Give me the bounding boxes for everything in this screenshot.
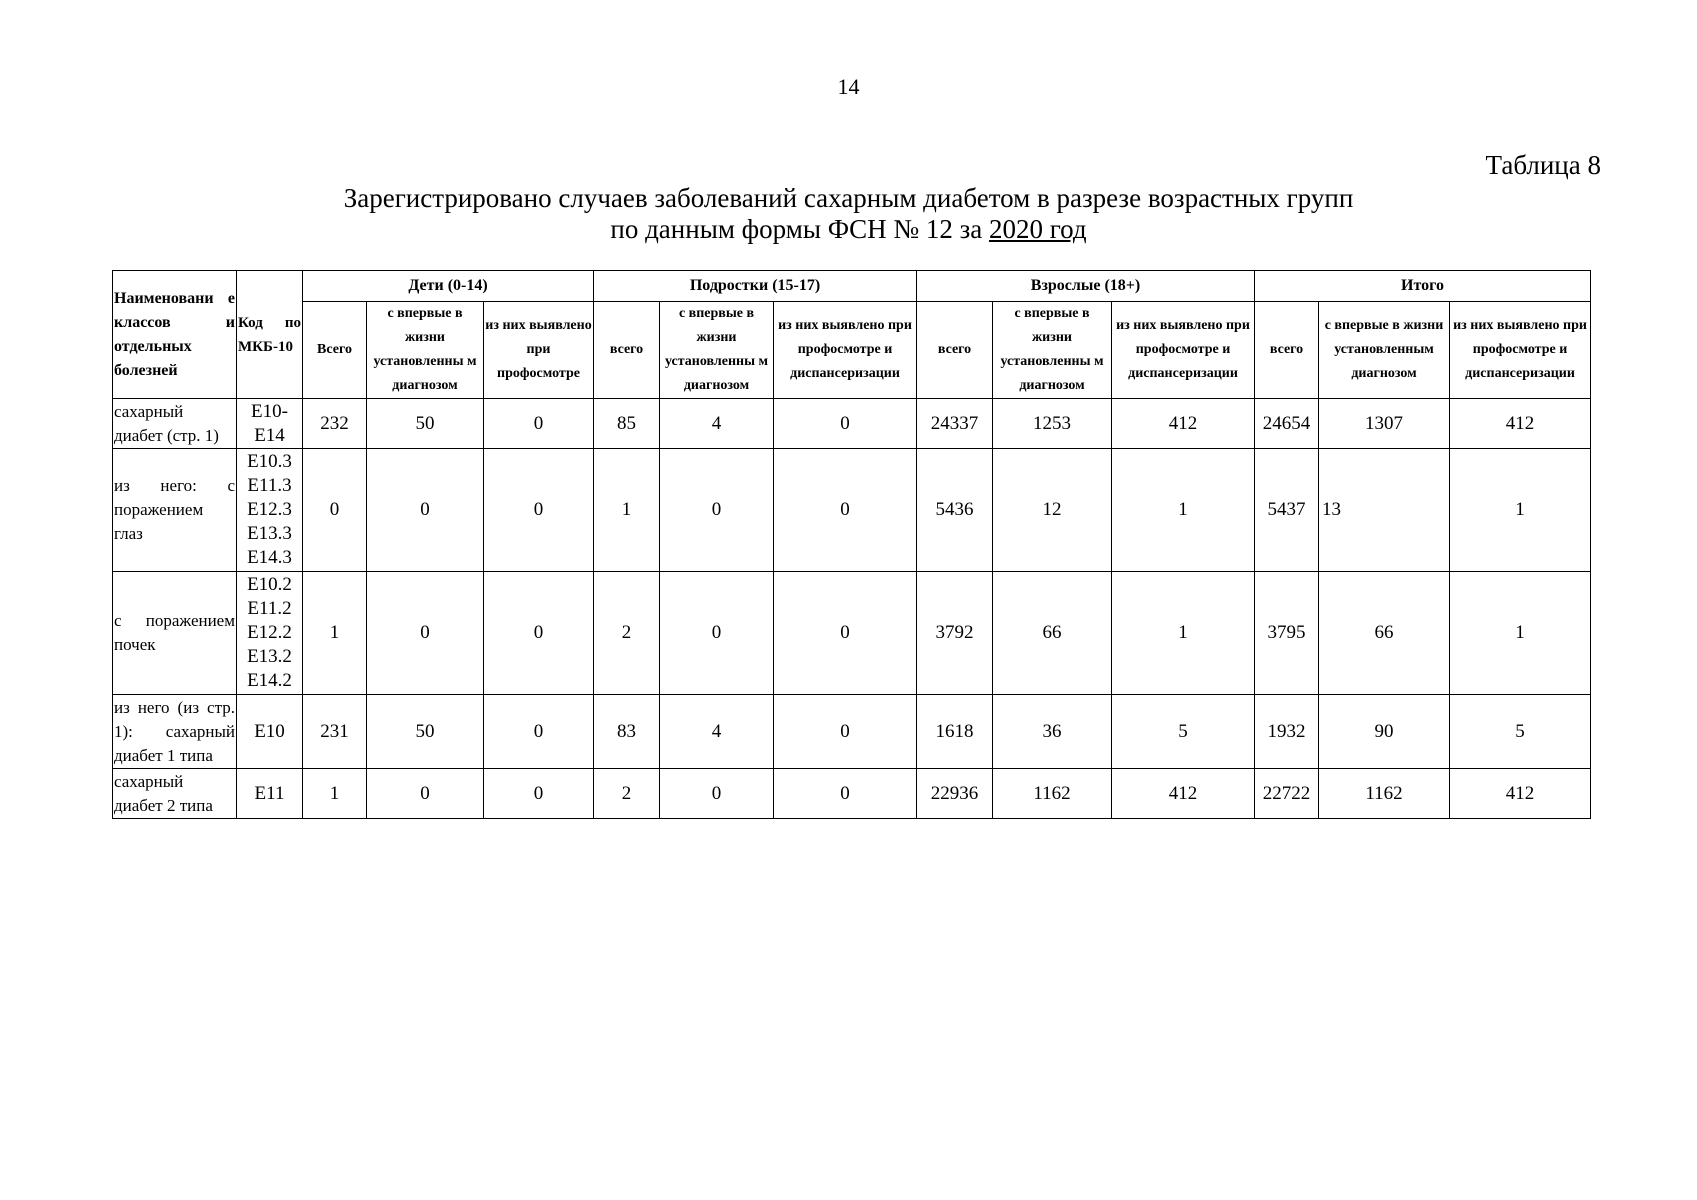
title-year: 2020 год bbox=[988, 214, 1087, 244]
header-sub: из них выявлено при профосмотре и диспансеризации bbox=[1450, 302, 1591, 399]
cell: 0 bbox=[660, 572, 774, 695]
cell: 1253 bbox=[993, 399, 1112, 449]
cell: 0 bbox=[367, 769, 484, 819]
row-name: из него (из стр. 1): сахарный диабет 1 типа bbox=[113, 695, 237, 769]
header-sub: всего bbox=[594, 302, 660, 399]
table-row bbox=[113, 695, 1591, 769]
cell: 1 bbox=[1450, 449, 1591, 572]
cell: 22722 bbox=[1255, 769, 1319, 819]
cell: 83 bbox=[594, 695, 660, 769]
cell: 1 bbox=[1112, 449, 1255, 572]
title-line-2 bbox=[0, 214, 1697, 245]
title-line-2-prefix: по данным формы ФСН № 12 за bbox=[610, 214, 989, 244]
cell: 1 bbox=[303, 769, 367, 819]
cell: 412 bbox=[1450, 399, 1591, 449]
cell: 90 bbox=[1319, 695, 1450, 769]
header-sub: с впервые в жизни установленны м диагнозом bbox=[660, 302, 774, 399]
header-group-children: Дети (0-14) bbox=[303, 271, 594, 302]
cell: 1 bbox=[1112, 572, 1255, 695]
cell: 5436 bbox=[917, 449, 993, 572]
cell: 2 bbox=[594, 769, 660, 819]
row-name: из него: с поражением глаз bbox=[113, 449, 237, 572]
cell: 1618 bbox=[917, 695, 993, 769]
cell: 50 bbox=[367, 399, 484, 449]
cell: 0 bbox=[774, 769, 917, 819]
cell: 1 bbox=[1450, 572, 1591, 695]
cell: 4 bbox=[660, 399, 774, 449]
table-label: Таблица 8 bbox=[1485, 150, 1601, 180]
cell: 1162 bbox=[1319, 769, 1450, 819]
cell: 66 bbox=[993, 572, 1112, 695]
cell: 0 bbox=[484, 695, 594, 769]
cell: 3795 bbox=[1255, 572, 1319, 695]
cell: 1307 bbox=[1319, 399, 1450, 449]
cell: 36 bbox=[993, 695, 1112, 769]
cell: 2 bbox=[594, 572, 660, 695]
header-sub: Всего bbox=[303, 302, 367, 399]
row-code: E11 bbox=[237, 769, 303, 819]
header-row-sub bbox=[113, 302, 1591, 399]
cell: 66 bbox=[1319, 572, 1450, 695]
cell: 0 bbox=[774, 449, 917, 572]
cell: 22936 bbox=[917, 769, 993, 819]
cell: 5 bbox=[1450, 695, 1591, 769]
cell: 0 bbox=[660, 449, 774, 572]
cell: 0 bbox=[660, 769, 774, 819]
header-row-groups bbox=[113, 271, 1591, 302]
cell: 1 bbox=[303, 572, 367, 695]
cell: 412 bbox=[1450, 769, 1591, 819]
row-code: E10.3 E11.3 E12.3 E13.3 E14.3 bbox=[237, 449, 303, 572]
document-title bbox=[0, 183, 1697, 245]
cell: 0 bbox=[774, 399, 917, 449]
header-sub: с впервые в жизни установленны м диагнозом bbox=[993, 302, 1112, 399]
header-sub: из них выявлено при профосмотре и диспансеризации bbox=[774, 302, 917, 399]
cell: 4 bbox=[660, 695, 774, 769]
cell: 3792 bbox=[917, 572, 993, 695]
cell: 85 bbox=[594, 399, 660, 449]
header-group-adults: Взрослые (18+) bbox=[917, 271, 1255, 302]
cell: 50 bbox=[367, 695, 484, 769]
cell: 231 bbox=[303, 695, 367, 769]
row-code: E10 bbox=[237, 695, 303, 769]
cell: 1162 bbox=[993, 769, 1112, 819]
header-sub: из них выявлено при профосмотре и диспансеризации bbox=[1112, 302, 1255, 399]
row-code: E10-E14 bbox=[237, 399, 303, 449]
table-row bbox=[113, 769, 1591, 819]
row-name: сахарный диабет 2 типа bbox=[113, 769, 237, 819]
cell: 0 bbox=[484, 399, 594, 449]
cell: 232 bbox=[303, 399, 367, 449]
row-name: с поражением почек bbox=[113, 572, 237, 695]
row-name: сахарный диабет (стр. 1) bbox=[113, 399, 237, 449]
cell: 1932 bbox=[1255, 695, 1319, 769]
cell: 412 bbox=[1112, 769, 1255, 819]
cell: 0 bbox=[367, 572, 484, 695]
cell: 0 bbox=[303, 449, 367, 572]
header-group-teens: Подростки (15-17) bbox=[594, 271, 917, 302]
cell: 5437 bbox=[1255, 449, 1319, 572]
cell: 0 bbox=[484, 572, 594, 695]
table-row bbox=[113, 399, 1591, 449]
header-group-total: Итого bbox=[1255, 271, 1591, 302]
header-sub: всего bbox=[1255, 302, 1319, 399]
cell: 0 bbox=[484, 449, 594, 572]
header-sub: всего bbox=[917, 302, 993, 399]
header-sub: с впервые в жизни установленным диагнозом bbox=[1319, 302, 1450, 399]
row-code: E10.2 E11.2 E12.2 E13.2 E14.2 bbox=[237, 572, 303, 695]
cell: 5 bbox=[1112, 695, 1255, 769]
cell: 412 bbox=[1112, 399, 1255, 449]
cell: 13 bbox=[1319, 449, 1450, 572]
cell: 24337 bbox=[917, 399, 993, 449]
cell: 0 bbox=[774, 695, 917, 769]
header-code: Код по МКБ-10 bbox=[237, 271, 303, 399]
cell: 0 bbox=[774, 572, 917, 695]
table-row bbox=[113, 572, 1591, 695]
cell: 12 bbox=[993, 449, 1112, 572]
diabetes-table bbox=[112, 270, 1591, 819]
header-sub: из них выявлено при профосмотре bbox=[484, 302, 594, 399]
cell: 1 bbox=[594, 449, 660, 572]
cell: 24654 bbox=[1255, 399, 1319, 449]
table-row bbox=[113, 449, 1591, 572]
cell: 0 bbox=[484, 769, 594, 819]
header-sub: с впервые в жизни установленны м диагнозом bbox=[367, 302, 484, 399]
cell: 0 bbox=[367, 449, 484, 572]
page-number: 14 bbox=[837, 74, 860, 99]
title-line-1: Зарегистрировано случаев заболеваний сахарным диабетом в разрезе возрастных групп bbox=[343, 183, 1354, 213]
header-name: Наименовани е классов и отдельных болезней bbox=[113, 271, 237, 399]
